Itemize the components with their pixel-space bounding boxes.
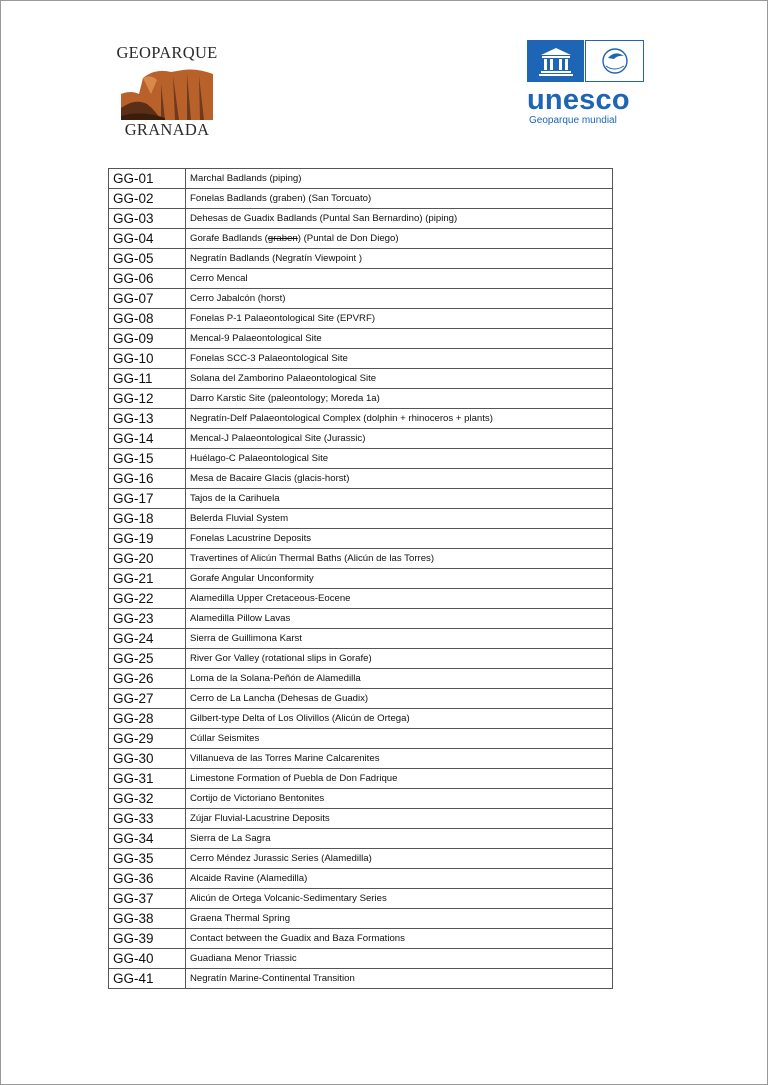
site-name: Limestone Formation of Puebla de Don Fadrique <box>186 769 613 789</box>
table-row <box>109 409 613 429</box>
site-code: GG-16 <box>109 469 186 489</box>
site-name: Loma de la Solana-Peñón de Alamedilla <box>186 669 613 689</box>
site-code: GG-27 <box>109 689 186 709</box>
site-code: GG-41 <box>109 969 186 989</box>
temple-icon <box>539 46 573 76</box>
site-name: Cerro Jabalcón (horst) <box>186 289 613 309</box>
site-name: Mencal-9 Palaeontological Site <box>186 329 613 349</box>
site-code: GG-37 <box>109 889 186 909</box>
site-code: GG-25 <box>109 649 186 669</box>
site-code: GG-04 <box>109 229 186 249</box>
table-row <box>109 949 613 969</box>
site-name: Graena Thermal Spring <box>186 909 613 929</box>
site-name: Sierra de La Sagra <box>186 829 613 849</box>
site-name: Cerro de La Lancha (Dehesas de Guadix) <box>186 689 613 709</box>
site-name: Marchal Badlands (piping) <box>186 169 613 189</box>
site-name-part: ) (Puntal de Don Diego) <box>297 233 399 244</box>
table-row <box>109 929 613 949</box>
table-row <box>109 869 613 889</box>
site-name: Cerro Mencal <box>186 269 613 289</box>
site-name: Negratín-Delf Palaeontological Complex (dolphin + rhinoceros + plants) <box>186 409 613 429</box>
site-code: GG-22 <box>109 589 186 609</box>
site-name: Contact between the Guadix and Baza Formations <box>186 929 613 949</box>
site-code: GG-02 <box>109 189 186 209</box>
site-code: GG-20 <box>109 549 186 569</box>
site-name: Alicún de Ortega Volcanic-Sedimentary Series <box>186 889 613 909</box>
site-name: Fonelas P-1 Palaeontological Site (EPVRF) <box>186 309 613 329</box>
site-code: GG-09 <box>109 329 186 349</box>
table-row <box>109 189 613 209</box>
unesco-subtitle: Geoparque mundial <box>529 115 617 126</box>
table-row <box>109 609 613 629</box>
site-name: Travertines of Alicún Thermal Baths (Alicún de las Torres) <box>186 549 613 569</box>
table-row <box>109 549 613 569</box>
table-row <box>109 329 613 349</box>
site-name: Cerro Méndez Jurassic Series (Alamedilla) <box>186 849 613 869</box>
site-name: Cúllar Seismites <box>186 729 613 749</box>
table-row <box>109 669 613 689</box>
site-code: GG-31 <box>109 769 186 789</box>
site-code: GG-08 <box>109 309 186 329</box>
site-code: GG-06 <box>109 269 186 289</box>
landscape-icon <box>121 64 213 120</box>
table-row <box>109 349 613 369</box>
site-code: GG-40 <box>109 949 186 969</box>
site-code: GG-01 <box>109 169 186 189</box>
site-code: GG-36 <box>109 869 186 889</box>
site-name: Darro Karstic Site (paleontology; Moreda 1a) <box>186 389 613 409</box>
table-row <box>109 969 613 989</box>
site-name: Tajos de la Carihuela <box>186 489 613 509</box>
site-name: Mencal-J Palaeontological Site (Jurassic) <box>186 429 613 449</box>
site-code: GG-26 <box>109 669 186 689</box>
site-code: GG-24 <box>109 629 186 649</box>
site-name: Alamedilla Upper Cretaceous-Eocene <box>186 589 613 609</box>
site-code: GG-38 <box>109 909 186 929</box>
site-name: Mesa de Bacaire Glacis (glacis-horst) <box>186 469 613 489</box>
site-code: GG-15 <box>109 449 186 469</box>
site-name: Cortijo de Victoriano Bentonites <box>186 789 613 809</box>
site-name: Huélago-C Palaeontological Site <box>186 449 613 469</box>
site-name: Zújar Fluvial-Lacustrine Deposits <box>186 809 613 829</box>
struck-text: graben <box>267 233 298 244</box>
site-name: Guadiana Menor Triassic <box>186 949 613 969</box>
table-row <box>109 709 613 729</box>
geosites-table <box>108 168 613 989</box>
site-code: GG-18 <box>109 509 186 529</box>
table-row <box>109 429 613 449</box>
table-row <box>109 369 613 389</box>
site-name: River Gor Valley (rotational slips in Gorafe) <box>186 649 613 669</box>
logo-bottom-word: GRANADA <box>124 120 210 139</box>
table-row <box>109 589 613 609</box>
geoparque-granada-logo <box>114 44 220 138</box>
site-code: GG-05 <box>109 249 186 269</box>
table-row <box>109 489 613 509</box>
table-row <box>109 569 613 589</box>
table-row <box>109 629 613 649</box>
site-code: GG-29 <box>109 729 186 749</box>
globe-icon-box <box>585 40 644 82</box>
site-code: GG-39 <box>109 929 186 949</box>
site-name: Negratín Marine-Continental Transition <box>186 969 613 989</box>
site-code: GG-14 <box>109 429 186 449</box>
site-code: GG-17 <box>109 489 186 509</box>
site-code: GG-28 <box>109 709 186 729</box>
table-row <box>109 169 613 189</box>
table-row <box>109 829 613 849</box>
table-row <box>109 229 613 249</box>
unesco-wordmark: unesco <box>527 84 630 116</box>
site-name <box>186 229 613 249</box>
table-row <box>109 809 613 829</box>
site-name: Alcaide Ravine (Alamedilla) <box>186 869 613 889</box>
site-code: GG-30 <box>109 749 186 769</box>
site-name: Villanueva de las Torres Marine Calcarenites <box>186 749 613 769</box>
table-row <box>109 649 613 669</box>
temple-icon-box <box>527 40 584 82</box>
site-code: GG-32 <box>109 789 186 809</box>
table-row <box>109 249 613 269</box>
table-row <box>109 889 613 909</box>
table-row <box>109 909 613 929</box>
table-row <box>109 449 613 469</box>
table-row <box>109 749 613 769</box>
site-code: GG-33 <box>109 809 186 829</box>
table-row <box>109 769 613 789</box>
site-code: GG-34 <box>109 829 186 849</box>
table-row <box>109 509 613 529</box>
site-code: GG-10 <box>109 349 186 369</box>
site-name: Sierra de Guillimona Karst <box>186 629 613 649</box>
table-row <box>109 529 613 549</box>
globe-icon <box>600 46 630 76</box>
table-row <box>109 789 613 809</box>
table-row <box>109 729 613 749</box>
site-name: Fonelas Badlands (graben) (San Torcuato) <box>186 189 613 209</box>
site-name: Fonelas Lacustrine Deposits <box>186 529 613 549</box>
site-code: GG-12 <box>109 389 186 409</box>
table-row <box>109 289 613 309</box>
table-row <box>109 389 613 409</box>
logo-top-word: GEOPARQUE <box>116 43 218 62</box>
site-code: GG-11 <box>109 369 186 389</box>
site-name: Fonelas SCC-3 Palaeontological Site <box>186 349 613 369</box>
site-code: GG-03 <box>109 209 186 229</box>
table-row <box>109 469 613 489</box>
site-name: Negratín Badlands (Negratín Viewpoint ) <box>186 249 613 269</box>
site-code: GG-13 <box>109 409 186 429</box>
table-row <box>109 689 613 709</box>
site-name: Gilbert-type Delta of Los Olivillos (Alicún de Ortega) <box>186 709 613 729</box>
site-name: Alamedilla Pillow Lavas <box>186 609 613 629</box>
site-name: Dehesas de Guadix Badlands (Puntal San Bernardino) (piping) <box>186 209 613 229</box>
site-name: Solana del Zamborino Palaeontological Site <box>186 369 613 389</box>
site-name: Belerda Fluvial System <box>186 509 613 529</box>
table-row <box>109 849 613 869</box>
site-code: GG-07 <box>109 289 186 309</box>
site-code: GG-23 <box>109 609 186 629</box>
site-name: Gorafe Angular Unconformity <box>186 569 613 589</box>
site-code: GG-19 <box>109 529 186 549</box>
table-row <box>109 209 613 229</box>
site-name-part: Gorafe Badlands ( <box>190 233 268 244</box>
site-code: GG-21 <box>109 569 186 589</box>
unesco-logo <box>527 40 645 132</box>
site-code: GG-35 <box>109 849 186 869</box>
table-row <box>109 269 613 289</box>
table-row <box>109 309 613 329</box>
